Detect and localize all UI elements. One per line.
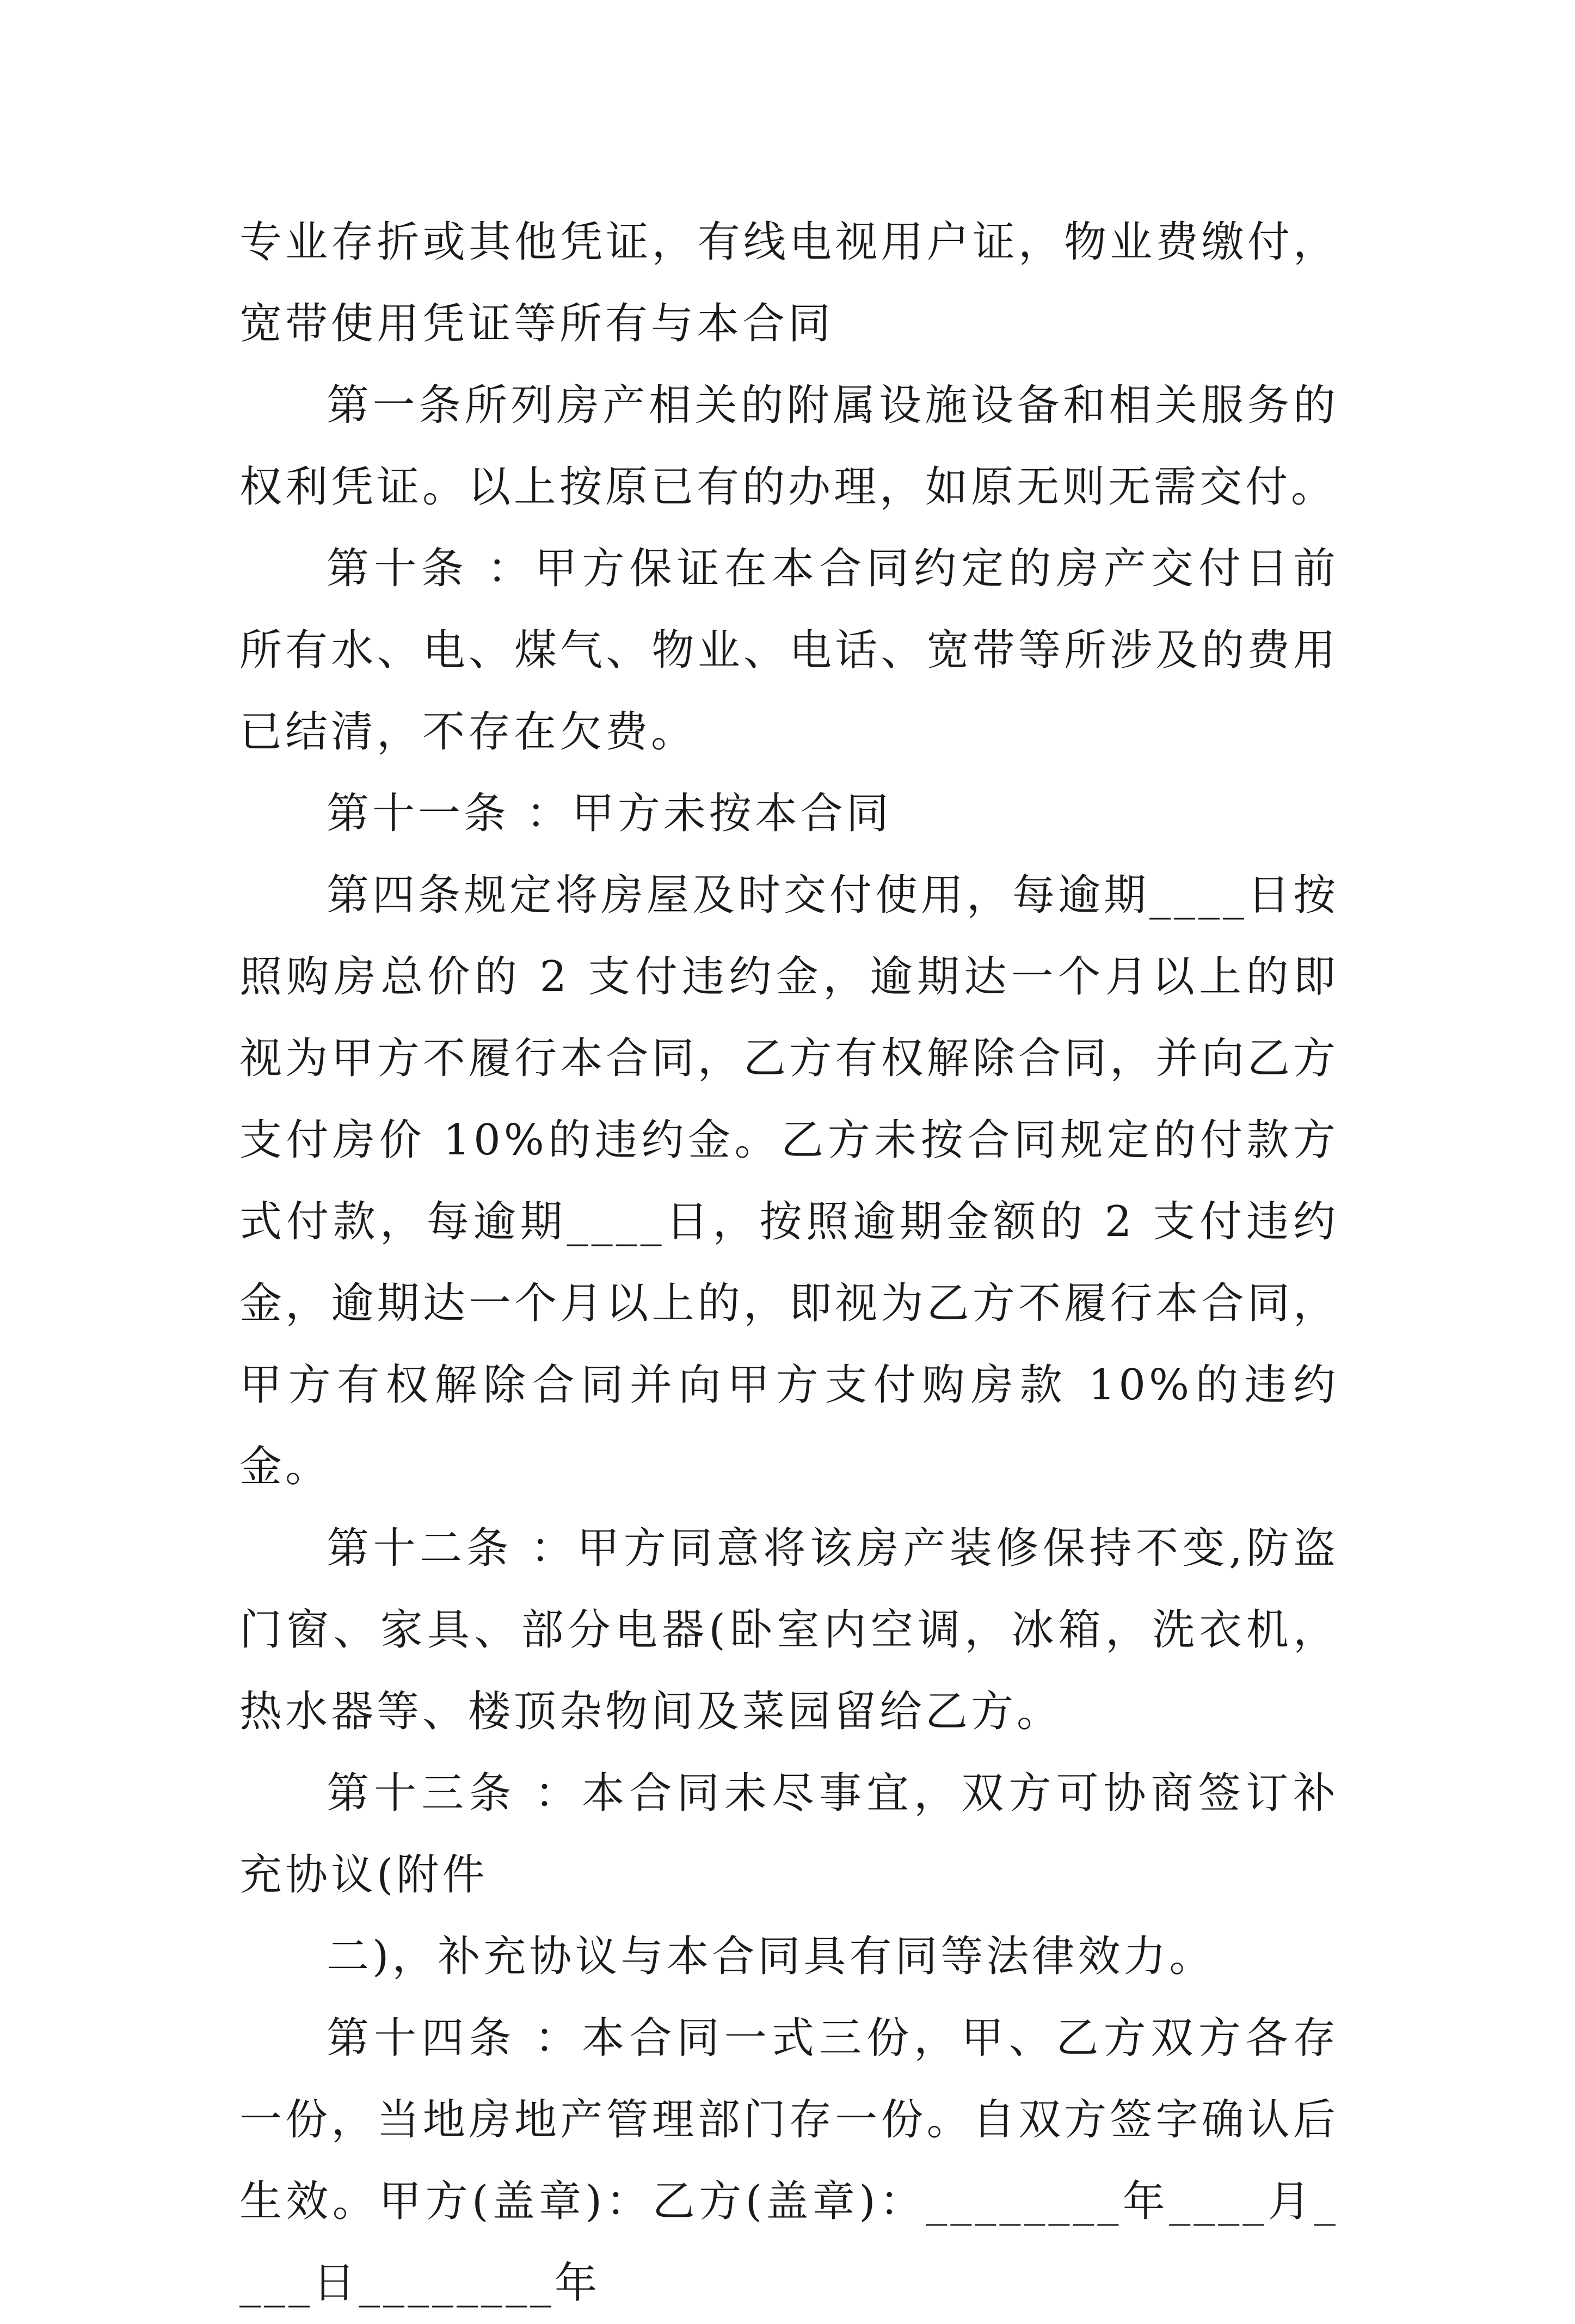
paragraph-4: 第十一条 ：甲方未按本合同 [327,789,892,838]
paragraph-9: 第十四条 ：本合同一式三份，甲、乙方双方各存一份，当地房地产管理部门存一份。自双方签字确认后生效。甲方(盖章)：乙方(盖章)：________年____月____日________年 [239,2014,1339,2308]
paragraph-5: 第四条规定将房屋及时交付使用，每逾期____日按照购房总价的 2 支付违约金，逾期达一个月以上的即视为甲方不履行本合同，乙方有权解除合同，并向乙方支付房价 10%的违约金。乙方未按合同规定的付款方式付款，每逾期____日，按照逾期金额的 2 支付违约金，逾期达一个月以上的，即视为乙方不履行本合同，甲方有权解除合同并向甲方支付购房款 10%的违约金。 [239,871,1339,1491]
paragraph-7: 第十三条 ：本合同未尽事宜，双方可协商签订补充协议(附件 [239,1769,1339,1899]
paragraph-8: 二)，补充协议与本合同具有同等法律效力。 [327,1932,1215,1981]
paragraph-2: 第一条所列房产相关的附属设施设备和相关服务的权利凭证。以上按原已有的办理，如原无则无需交付。 [239,381,1339,512]
paragraph-1: 专业存折或其他凭证，有线电视用户证，物业费缴付，宽带使用凭证等所有与本合同 [239,218,1339,348]
paragraph-6: 第十二条 ：甲方同意将该房产装修保持不变,防盗门窗、家具、部分电器(卧室内空调，冰箱，洗衣机，热水器等、楼顶杂物间及菜园留给乙方。 [239,1524,1339,1736]
document-body [239,201,1339,2324]
paragraph-3: 第十条 ：甲方保证在本合同约定的房产交付日前所有水、电、煤气、物业、电话、宽带等所涉及的费用已结清，不存在欠费。 [239,544,1339,757]
